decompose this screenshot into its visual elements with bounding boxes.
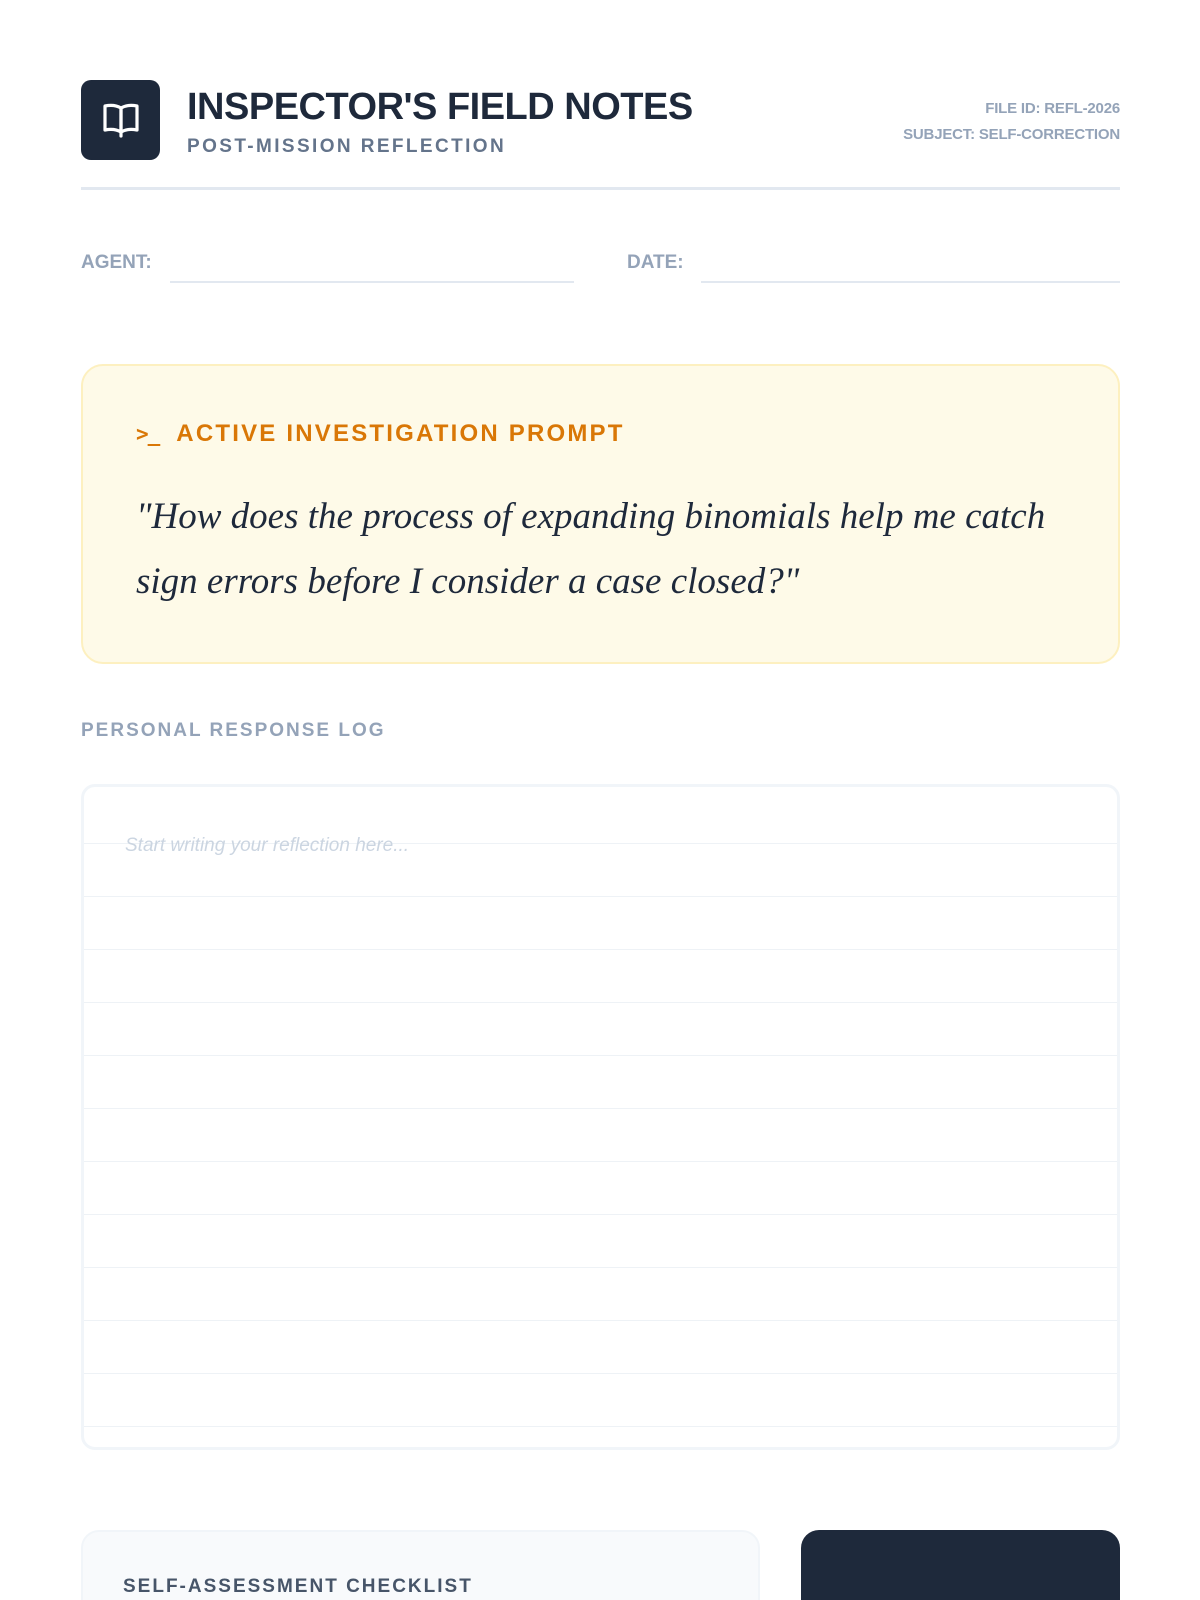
ruled-line (84, 1108, 1117, 1109)
ruled-line (84, 1214, 1117, 1215)
file-subject: SUBJECT: SELF-CORRECTION (903, 126, 1120, 143)
ruled-line (84, 1426, 1117, 1427)
ruled-line (84, 949, 1117, 950)
date-field[interactable] (701, 281, 1120, 283)
ruled-line (84, 896, 1117, 897)
agent-field[interactable] (170, 281, 574, 283)
book-open-icon (81, 80, 160, 160)
summary-panel (801, 1530, 1120, 1600)
checklist-title: SELF-ASSESSMENT CHECKLIST (123, 1576, 473, 1597)
response-log-label: PERSONAL RESPONSE LOG (81, 720, 386, 741)
ruled-line (84, 1161, 1117, 1162)
ruled-line (84, 1055, 1117, 1056)
ruled-line (84, 1320, 1117, 1321)
prompt-header (136, 420, 625, 448)
self-assessment-card (81, 1530, 760, 1600)
file-meta (903, 96, 1120, 148)
page-header (81, 80, 1120, 190)
terminal-icon: >_ (136, 422, 160, 446)
ruled-line (84, 1267, 1117, 1268)
log-placeholder: Start writing your reflection here... (125, 835, 410, 856)
ruled-line (84, 1373, 1117, 1374)
prompt-question: "How does the process of expanding binomials help me catch sign errors before I consider a case closed?" (136, 496, 1046, 602)
field-notes-page (81, 0, 1120, 1600)
file-id: FILE ID: REFL-2026 (985, 100, 1120, 117)
ruled-line (84, 1002, 1117, 1003)
page-subtitle: POST-MISSION REFLECTION (187, 136, 507, 157)
prompt-label: ACTIVE INVESTIGATION PROMPT (176, 420, 625, 447)
date-label: DATE: (627, 252, 684, 273)
page-title: INSPECTOR'S FIELD NOTES (187, 86, 693, 128)
agent-label: AGENT: (81, 252, 152, 273)
response-log-textarea[interactable] (81, 784, 1120, 1450)
investigation-prompt-card (81, 364, 1120, 664)
